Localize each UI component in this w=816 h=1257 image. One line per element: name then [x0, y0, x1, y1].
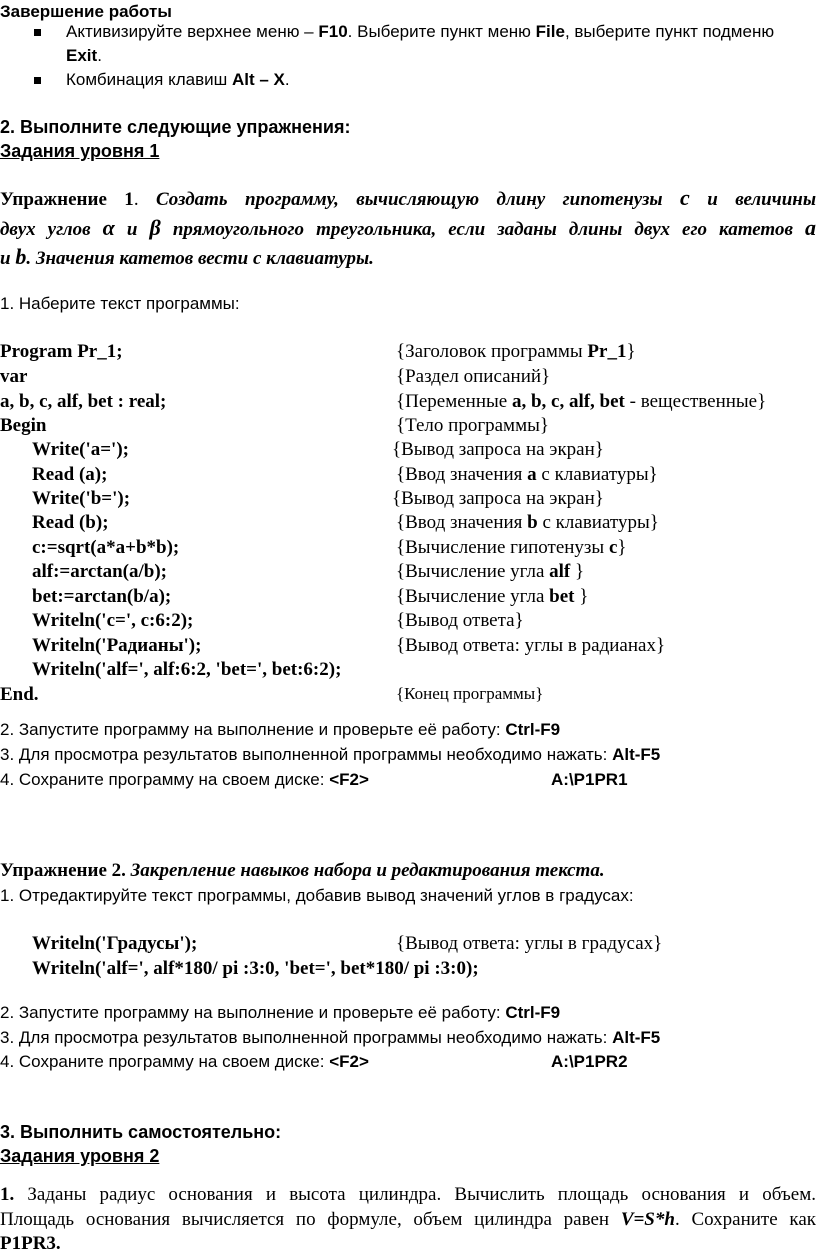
text: Комбинация клавиш	[66, 70, 232, 89]
text: . Выберите пункт меню	[347, 22, 536, 41]
key-alt-x: Alt – X	[231, 70, 285, 89]
code-comment	[396, 415, 549, 437]
comment-text: {Ввод значения	[396, 464, 528, 485]
ex2-save-path: A:\P1PR2	[551, 1052, 628, 1071]
code-comment	[396, 366, 550, 388]
ex1-save-path: A:\P1PR1	[551, 770, 628, 789]
ex2-code-2: Writeln('alf=', alf*180/ pi :3:0, 'bet=', bet*180/ pi :3:0);	[32, 958, 479, 979]
comment-text: }	[574, 586, 589, 607]
comment-text: {Вычисление угла	[396, 561, 550, 582]
ex1-line-1	[0, 185, 816, 211]
text: , выберите пункт подменю	[564, 22, 775, 41]
text: . Сохраните как	[674, 1209, 816, 1230]
ex1-step-2	[0, 720, 560, 740]
key-ctrl-f9: Ctrl-F9	[505, 1003, 561, 1022]
comment-text: с клавиатуры}	[536, 464, 658, 485]
comment-text: {Вычисление угла	[396, 586, 550, 607]
text: прямоугольного треугольника, если заданы длины двух его катетов	[160, 219, 805, 240]
ex2-heading	[0, 860, 605, 882]
ex2-step-2	[0, 1003, 560, 1023]
key-alt-f5: Alt-F5	[612, 1028, 661, 1047]
ex1-step-1: 1. Наберите текст программы:	[0, 294, 240, 313]
comment-identifier: alf	[549, 561, 571, 582]
task1-line-1	[0, 1184, 816, 1206]
comment-text: {Вывод запроса на экран}	[392, 439, 604, 460]
bullet-icon	[34, 77, 41, 84]
code-line: Writeln('Радианы');	[32, 635, 202, 656]
code-line: Write('a=');	[32, 439, 129, 460]
key-alt-f5: Alt-F5	[612, 745, 661, 764]
ex1-line-3	[0, 244, 374, 270]
comment-text: }	[570, 561, 585, 582]
task1-line-3: P1PR3.	[0, 1233, 61, 1254]
comment-identifier: b	[527, 512, 538, 533]
text: и	[114, 219, 150, 240]
ex1-step-4	[0, 770, 369, 790]
comment-text: {Переменные	[396, 391, 512, 412]
comment-text: - вещественные}	[624, 391, 767, 412]
code-comment	[396, 635, 665, 657]
section2-heading: 2. Выполните следующие упражнения:	[0, 117, 351, 137]
key-f2: <F2>	[329, 770, 369, 789]
code-line: Begin	[0, 415, 47, 436]
comment-text: {Вывод ответа: углы в радианах}	[396, 635, 666, 656]
text: и величины	[689, 189, 816, 210]
text: .	[284, 70, 290, 89]
key-ctrl-f9: Ctrl-F9	[505, 720, 561, 739]
code-line: bet:=arctan(b/a);	[32, 586, 172, 607]
text: 4. Сохраните программу на своем диске:	[0, 770, 330, 789]
comment-text: }	[617, 537, 627, 558]
comment-identifier: Pr_1	[587, 341, 627, 362]
code-comment	[396, 391, 766, 413]
code-line: c:=sqrt(a*a+b*b);	[32, 537, 180, 558]
code-comment	[396, 561, 584, 583]
code-comment	[396, 464, 658, 486]
code-line: alf:=arctan(a/b);	[32, 561, 168, 582]
symbol-alpha: α	[102, 215, 115, 240]
comment-text: {Вывод ответа}	[396, 610, 524, 631]
text: Заданы радиус основания и высота цилиндра. Вычислить площадь основания и объем.	[14, 1184, 816, 1205]
finish-bullet-2	[66, 70, 290, 90]
key-f2: <F2>	[329, 1052, 369, 1071]
formula: V=S*h	[620, 1209, 675, 1230]
text: 2. Запустите программу на выполнение и проверьте её работу:	[0, 720, 506, 739]
var-b: b	[15, 244, 27, 269]
section2-level: Задания уровня 1	[0, 141, 160, 161]
code-comment	[396, 341, 636, 363]
code-line: End.	[0, 684, 39, 705]
ex2-step-3	[0, 1028, 660, 1048]
comment-text: {Раздел описаний}	[396, 366, 551, 387]
comment-text: {Заголовок программы	[396, 341, 588, 362]
menu-file: File	[535, 22, 565, 41]
ex2-step-4	[0, 1052, 369, 1072]
code-line: Read (a);	[32, 464, 108, 485]
var-c: c	[680, 185, 690, 210]
text: 2. Запустите программу на выполнение и проверьте её работу:	[0, 1003, 506, 1022]
ex2-title: Закрепление навыков набора и редактирования текста.	[130, 860, 605, 881]
comment-identifier: bet	[549, 586, 575, 607]
code-comment	[392, 439, 604, 461]
code-line: Write('b=');	[32, 488, 131, 509]
comment-text: с клавиатуры}	[537, 512, 659, 533]
ex2-label: Упражнение 2.	[0, 860, 126, 881]
text: Площадь основания вычисляется по формуле, объем цилиндра равен	[0, 1209, 621, 1230]
comment-identifier: a	[527, 464, 537, 485]
code-comment	[396, 512, 659, 534]
comment-text: }	[626, 341, 636, 362]
finish-heading: Завершение работы	[0, 2, 172, 21]
text: и	[0, 248, 16, 269]
comment-text: {Ввод значения	[396, 512, 528, 533]
ex2-code-1: Writeln('Градусы');	[32, 933, 198, 954]
code-line: var	[0, 366, 28, 387]
ex1-label: Упражнение 1	[0, 189, 134, 210]
text: Создать программу, вычисляющую длину гипотенузы	[156, 189, 681, 210]
code-comment	[396, 684, 543, 704]
key-f10: F10	[318, 22, 348, 41]
ex1-line-2	[0, 215, 816, 241]
text: 3. Для просмотра результатов выполненной программы необходимо нажать:	[0, 1028, 613, 1047]
task-number: 1.	[0, 1184, 15, 1205]
var-a: a	[804, 215, 816, 240]
code-comment	[396, 610, 524, 632]
code-line: a, b, c, alf, bet : real;	[0, 391, 167, 412]
code-line: Read (b);	[32, 512, 109, 533]
ex2-step-1: 1. Отредактируйте текст программы, добавив вывод значений углов в градусах:	[0, 886, 634, 905]
ex2-comment-1: {Вывод ответа: углы в градусах}	[396, 933, 663, 954]
comment-identifier: a, b, c, alf, bet	[511, 391, 625, 412]
symbol-beta: β	[149, 215, 161, 240]
code-comment	[392, 488, 604, 510]
code-line: Writeln('alf=', alf:6:2, 'bet=', bet:6:2);	[32, 659, 342, 680]
comment-identifier: c	[608, 537, 618, 558]
text: .	[133, 189, 156, 210]
section3-level: Задания уровня 2	[0, 1146, 160, 1166]
task1-line-2	[0, 1209, 816, 1231]
text: двух углов	[0, 219, 103, 240]
text: .	[97, 46, 102, 65]
bullet-icon	[34, 29, 41, 36]
comment-text: {Тело программы}	[396, 415, 549, 436]
text: Активизируйте верхнее меню –	[66, 22, 319, 41]
text: 4. Сохраните программу на своем диске:	[0, 1052, 330, 1071]
code-line: Writeln('c=', c:6:2);	[32, 610, 194, 631]
code-comment	[396, 537, 627, 559]
code-line: Program Pr_1;	[0, 341, 123, 362]
comment-text: {Конец программы}	[396, 684, 544, 703]
finish-bullet-1	[66, 22, 774, 42]
text: 3. Для просмотра результатов выполненной программы необходимо нажать:	[0, 745, 613, 764]
menu-exit: Exit	[66, 46, 98, 65]
comment-text: {Вычисление гипотенузы	[396, 537, 609, 558]
comment-text: {Вывод запроса на экран}	[392, 488, 604, 509]
section3-heading: 3. Выполнить самостоятельно:	[0, 1122, 282, 1142]
text: . Значения катетов вести с клавиатуры.	[26, 248, 374, 269]
finish-bullet-1-cont	[66, 46, 102, 66]
ex1-step-3	[0, 745, 660, 765]
code-comment	[396, 586, 588, 608]
